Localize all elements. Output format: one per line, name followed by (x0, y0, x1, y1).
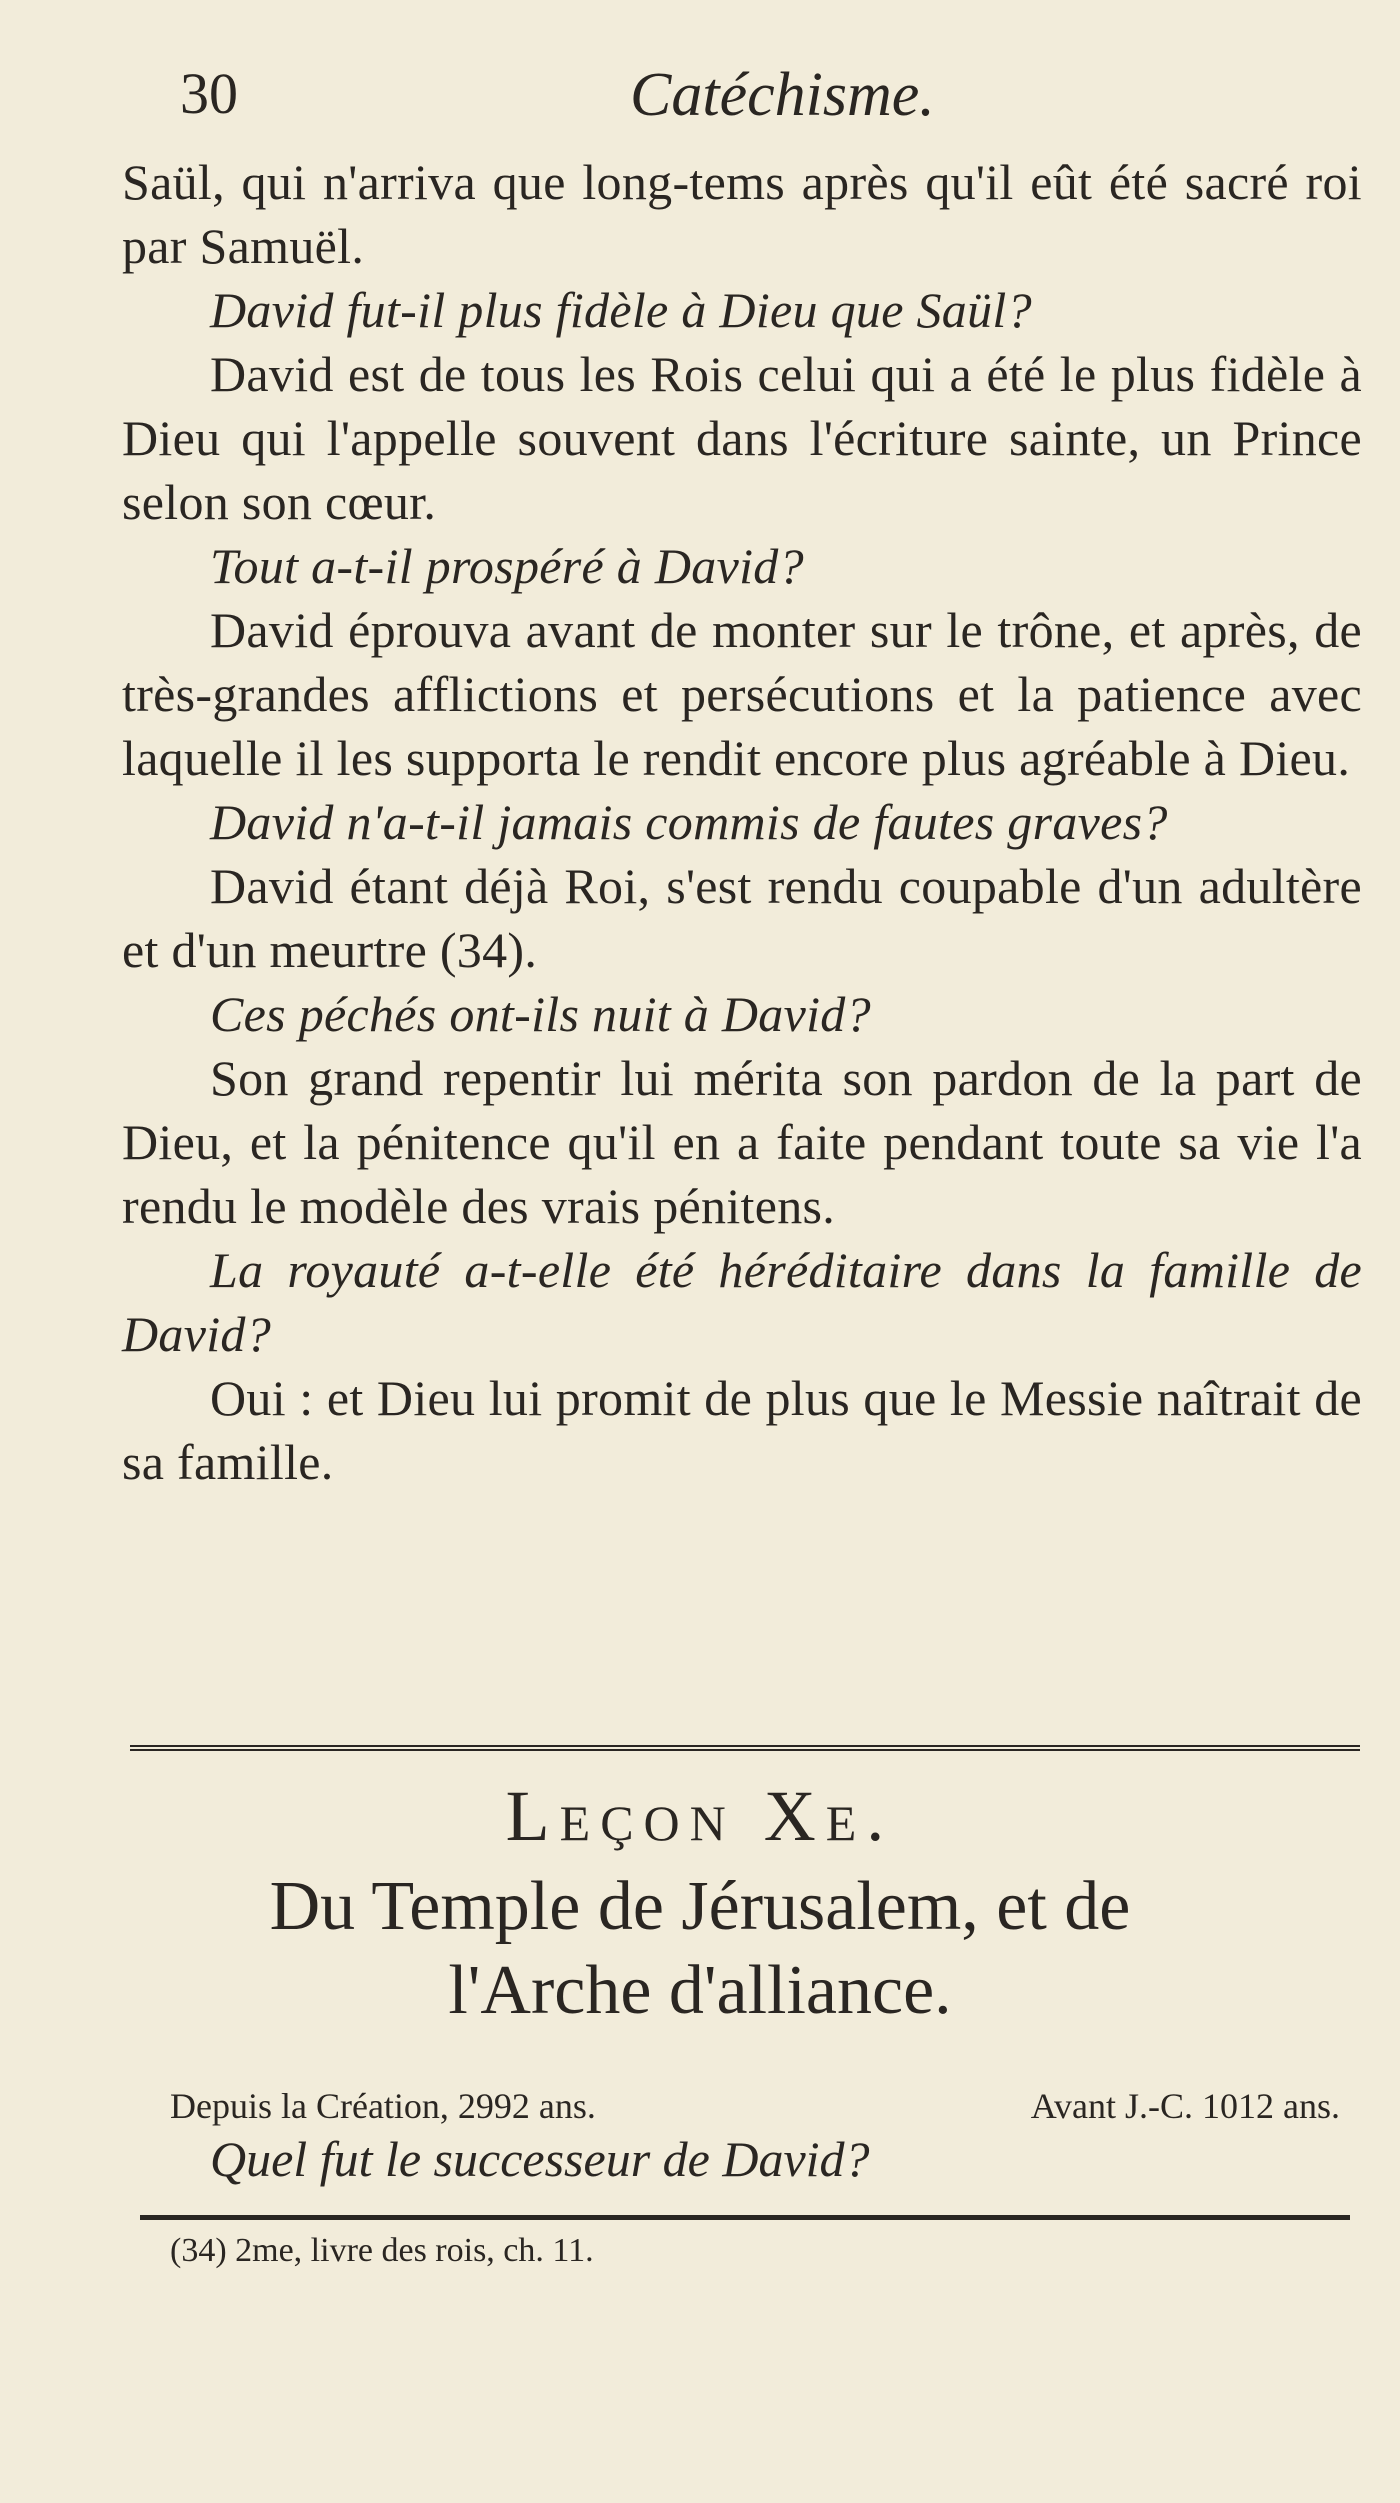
question: David n'a-t-il jamais commis de fautes graves? (210, 794, 1168, 850)
question: Tout a-t-il prospéré à David? (210, 538, 804, 594)
page-header (120, 60, 1350, 150)
lesson-subtitle (0, 1865, 1400, 2033)
footnote: (34) 2me, livre des rois, ch. 11. (170, 2232, 594, 2269)
paragraph: Saül, qui n'arriva que long-tems après qu'il eût été sacré roi par Samuël. (122, 154, 1362, 274)
creation-date: Depuis la Création, 2992 ans. (170, 2086, 596, 2126)
answer: David étant déjà Roi, s'est rendu coupable d'un adultère et d'un meurtre (34). (122, 858, 1362, 978)
next-question: Quel fut le successeur de David? (210, 2131, 870, 2187)
question: David fut-il plus fidèle à Dieu que Saül? (210, 282, 1032, 338)
body-text (122, 150, 1362, 1494)
dates-line (170, 2085, 1340, 2127)
running-title: Catéchisme. (630, 61, 935, 129)
answer: David est de tous les Rois celui qui a été le plus fidèle à Dieu qui l'appelle souvent dans l'écriture sainte, un Prince selon son cœur. (122, 346, 1362, 530)
ornamental-rule (130, 1745, 1360, 1751)
question: Ces péchés ont-ils nuit à David? (210, 986, 871, 1042)
lesson-number: Leçon Xe. (505, 1776, 895, 1856)
footnote-rule (140, 2215, 1350, 2220)
lesson-subtitle-line-2: l'Arche d'alliance. (448, 1952, 952, 2029)
answer: David éprouva avant de monter sur le trône, et après, de très-grandes afflictions et persécutions et la patience avec laquelle il les supporta le rendit encore plus agréable à Dieu. (122, 602, 1362, 786)
page-number: 30 (180, 61, 238, 126)
question: La royauté a-t-elle été héréditaire dans la famille de David? (122, 1242, 1362, 1362)
answer: Son grand repentir lui mérita son pardon de la part de Dieu, et la pénitence qu'il en a faite pendant toute sa vie l'a rendu le modèle des vrais pénitens. (122, 1050, 1362, 1234)
before-christ-date: Avant J.-C. 1012 ans. (1030, 2086, 1340, 2126)
answer: Oui : et Dieu lui promit de plus que le Messie naîtrait de sa famille. (122, 1370, 1362, 1490)
lesson-subtitle-line-1: Du Temple de Jérusalem, et de (269, 1868, 1131, 1945)
